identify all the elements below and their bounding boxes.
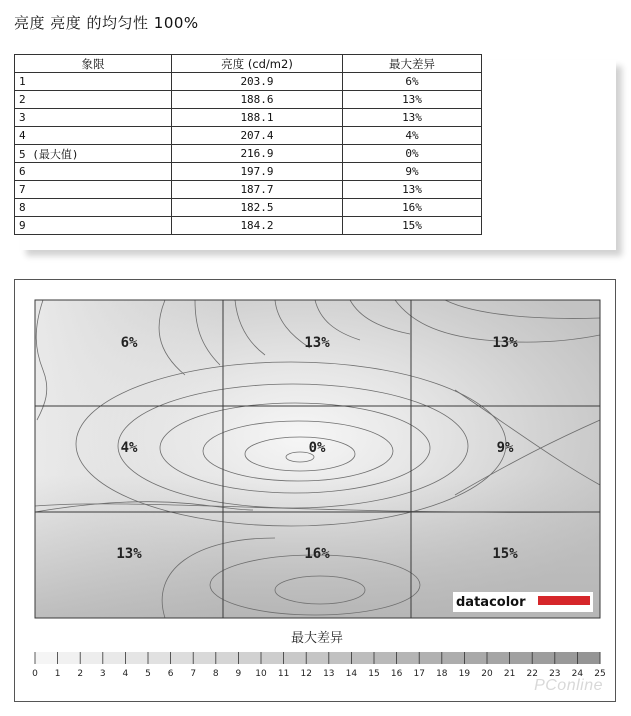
quadrant-cell: 6 [15, 163, 172, 181]
table-row [15, 199, 482, 217]
legend-swatch [464, 652, 487, 664]
legend-tick-label: 1 [54, 669, 61, 679]
cell-label: 13% [492, 335, 518, 351]
legend-swatch [148, 652, 171, 664]
legend-swatch [261, 652, 284, 664]
quadrant-cell: 4 [15, 127, 172, 145]
table-row [15, 217, 482, 235]
max-diff-cell: 16% [343, 199, 482, 217]
table-row [15, 127, 482, 145]
legend-swatch [103, 652, 126, 664]
logo-red-bar [538, 596, 590, 605]
legend-swatch [577, 652, 600, 664]
legend-swatch [125, 652, 148, 664]
header-quadrant: 象限 [15, 55, 172, 73]
legend-tick-label: 21 [503, 669, 516, 679]
quadrant-cell: 3 [15, 109, 172, 127]
legend-tick-label: 17 [413, 669, 425, 679]
logo-text: datacolor [456, 595, 526, 610]
table-row [15, 145, 482, 163]
cell-label: 9% [496, 440, 514, 456]
max-diff-cell: 4% [343, 127, 482, 145]
legend-tick-label: 19 [458, 669, 471, 679]
table-row [15, 91, 482, 109]
legend-tick-label: 2 [77, 669, 84, 679]
quadrant-cell: 5 (最大值) [15, 145, 172, 163]
legend-tick-label: 12 [300, 669, 312, 679]
table-row [15, 73, 482, 91]
legend-tick-label: 9 [235, 669, 242, 679]
cell-label: 16% [304, 546, 330, 562]
legend-tick-label: 11 [277, 669, 290, 679]
legend-tick-label: 7 [190, 669, 197, 679]
max-diff-cell: 13% [343, 109, 482, 127]
quadrant-cell: 7 [15, 181, 172, 199]
watermark: PConline [534, 677, 603, 694]
legend-tick-label: 22 [526, 669, 538, 679]
uniformity-chart-svg [15, 280, 615, 701]
cell-label: 6% [120, 335, 138, 351]
quadrant-cell: 2 [15, 91, 172, 109]
luminance-cell: 197.9 [172, 163, 343, 181]
legend-tick-label: 13 [323, 669, 335, 679]
table-row [15, 181, 482, 199]
cell-label: 4% [120, 440, 138, 456]
datacolor-logo [453, 592, 593, 612]
header-max-diff: 最大差异 [343, 55, 482, 73]
legend-tick-label: 14 [345, 669, 358, 679]
legend-swatch [58, 652, 81, 664]
uniformity-table-container [14, 54, 482, 235]
max-diff-cell: 15% [343, 217, 482, 235]
legend-swatch [306, 652, 329, 664]
legend-tick-label: 5 [145, 669, 151, 679]
luminance-cell: 184.2 [172, 217, 343, 235]
legend-swatch [284, 652, 307, 664]
legend-swatch [80, 652, 103, 664]
quadrant-cell: 1 [15, 73, 172, 91]
legend-swatch [397, 652, 420, 664]
header-luminance: 亮度 (cd/m2) [172, 55, 343, 73]
legend-swatch [532, 652, 555, 664]
luminance-cell: 203.9 [172, 73, 343, 91]
luminance-cell: 188.1 [172, 109, 343, 127]
cell-label: 0% [308, 440, 326, 456]
legend-swatch [555, 652, 578, 664]
table-header-row [15, 55, 482, 73]
luminance-cell: 187.7 [172, 181, 343, 199]
legend-swatch [193, 652, 216, 664]
uniformity-table [14, 54, 482, 235]
legend-tick-label: 3 [99, 669, 106, 679]
max-diff-cell: 6% [343, 73, 482, 91]
legend-swatch [419, 652, 442, 664]
cell-label: 13% [116, 546, 142, 562]
cell-label: 13% [304, 335, 330, 351]
table-row [15, 109, 482, 127]
legend-title: 最大差异 [290, 631, 344, 646]
max-diff-cell: 9% [343, 163, 482, 181]
luminance-cell: 207.4 [172, 127, 343, 145]
legend-tick-label: 24 [571, 669, 584, 679]
legend-swatch [216, 652, 239, 664]
legend-tick-label: 18 [436, 669, 448, 679]
legend-tick-label: 25 [594, 669, 606, 679]
legend-tick-label: 15 [368, 669, 380, 679]
uniformity-chart [14, 279, 616, 702]
legend-swatch [238, 652, 261, 664]
legend-tick-label: 4 [122, 669, 129, 679]
luminance-cell: 188.6 [172, 91, 343, 109]
legend-swatch [487, 652, 510, 664]
luminance-cell: 216.9 [172, 145, 343, 163]
quadrant-cell: 8 [15, 199, 172, 217]
legend-swatch [351, 652, 374, 664]
legend-tick-label: 6 [167, 669, 174, 679]
legend-swatch [442, 652, 465, 664]
legend-tick-label: 16 [390, 669, 403, 679]
legend-swatch [510, 652, 533, 664]
legend-swatch [171, 652, 194, 664]
legend-strip [32, 652, 606, 679]
max-diff-cell: 0% [343, 145, 482, 163]
cell-label: 15% [492, 546, 518, 562]
legend-tick-label: 10 [255, 669, 267, 679]
max-diff-cell: 13% [343, 181, 482, 199]
legend-swatch [35, 652, 58, 664]
luminance-cell: 182.5 [172, 199, 343, 217]
legend-tick-label: 8 [212, 669, 219, 679]
legend-swatch [329, 652, 352, 664]
legend-tick-label: 0 [32, 669, 38, 679]
legend-swatch [374, 652, 397, 664]
table-row [15, 163, 482, 181]
page-title: 亮度 亮度 的均匀性 100% [14, 14, 199, 32]
quadrant-cell: 9 [15, 217, 172, 235]
max-diff-cell: 13% [343, 91, 482, 109]
legend-tick-label: 20 [481, 669, 493, 679]
legend-tick-label: 23 [549, 669, 561, 679]
